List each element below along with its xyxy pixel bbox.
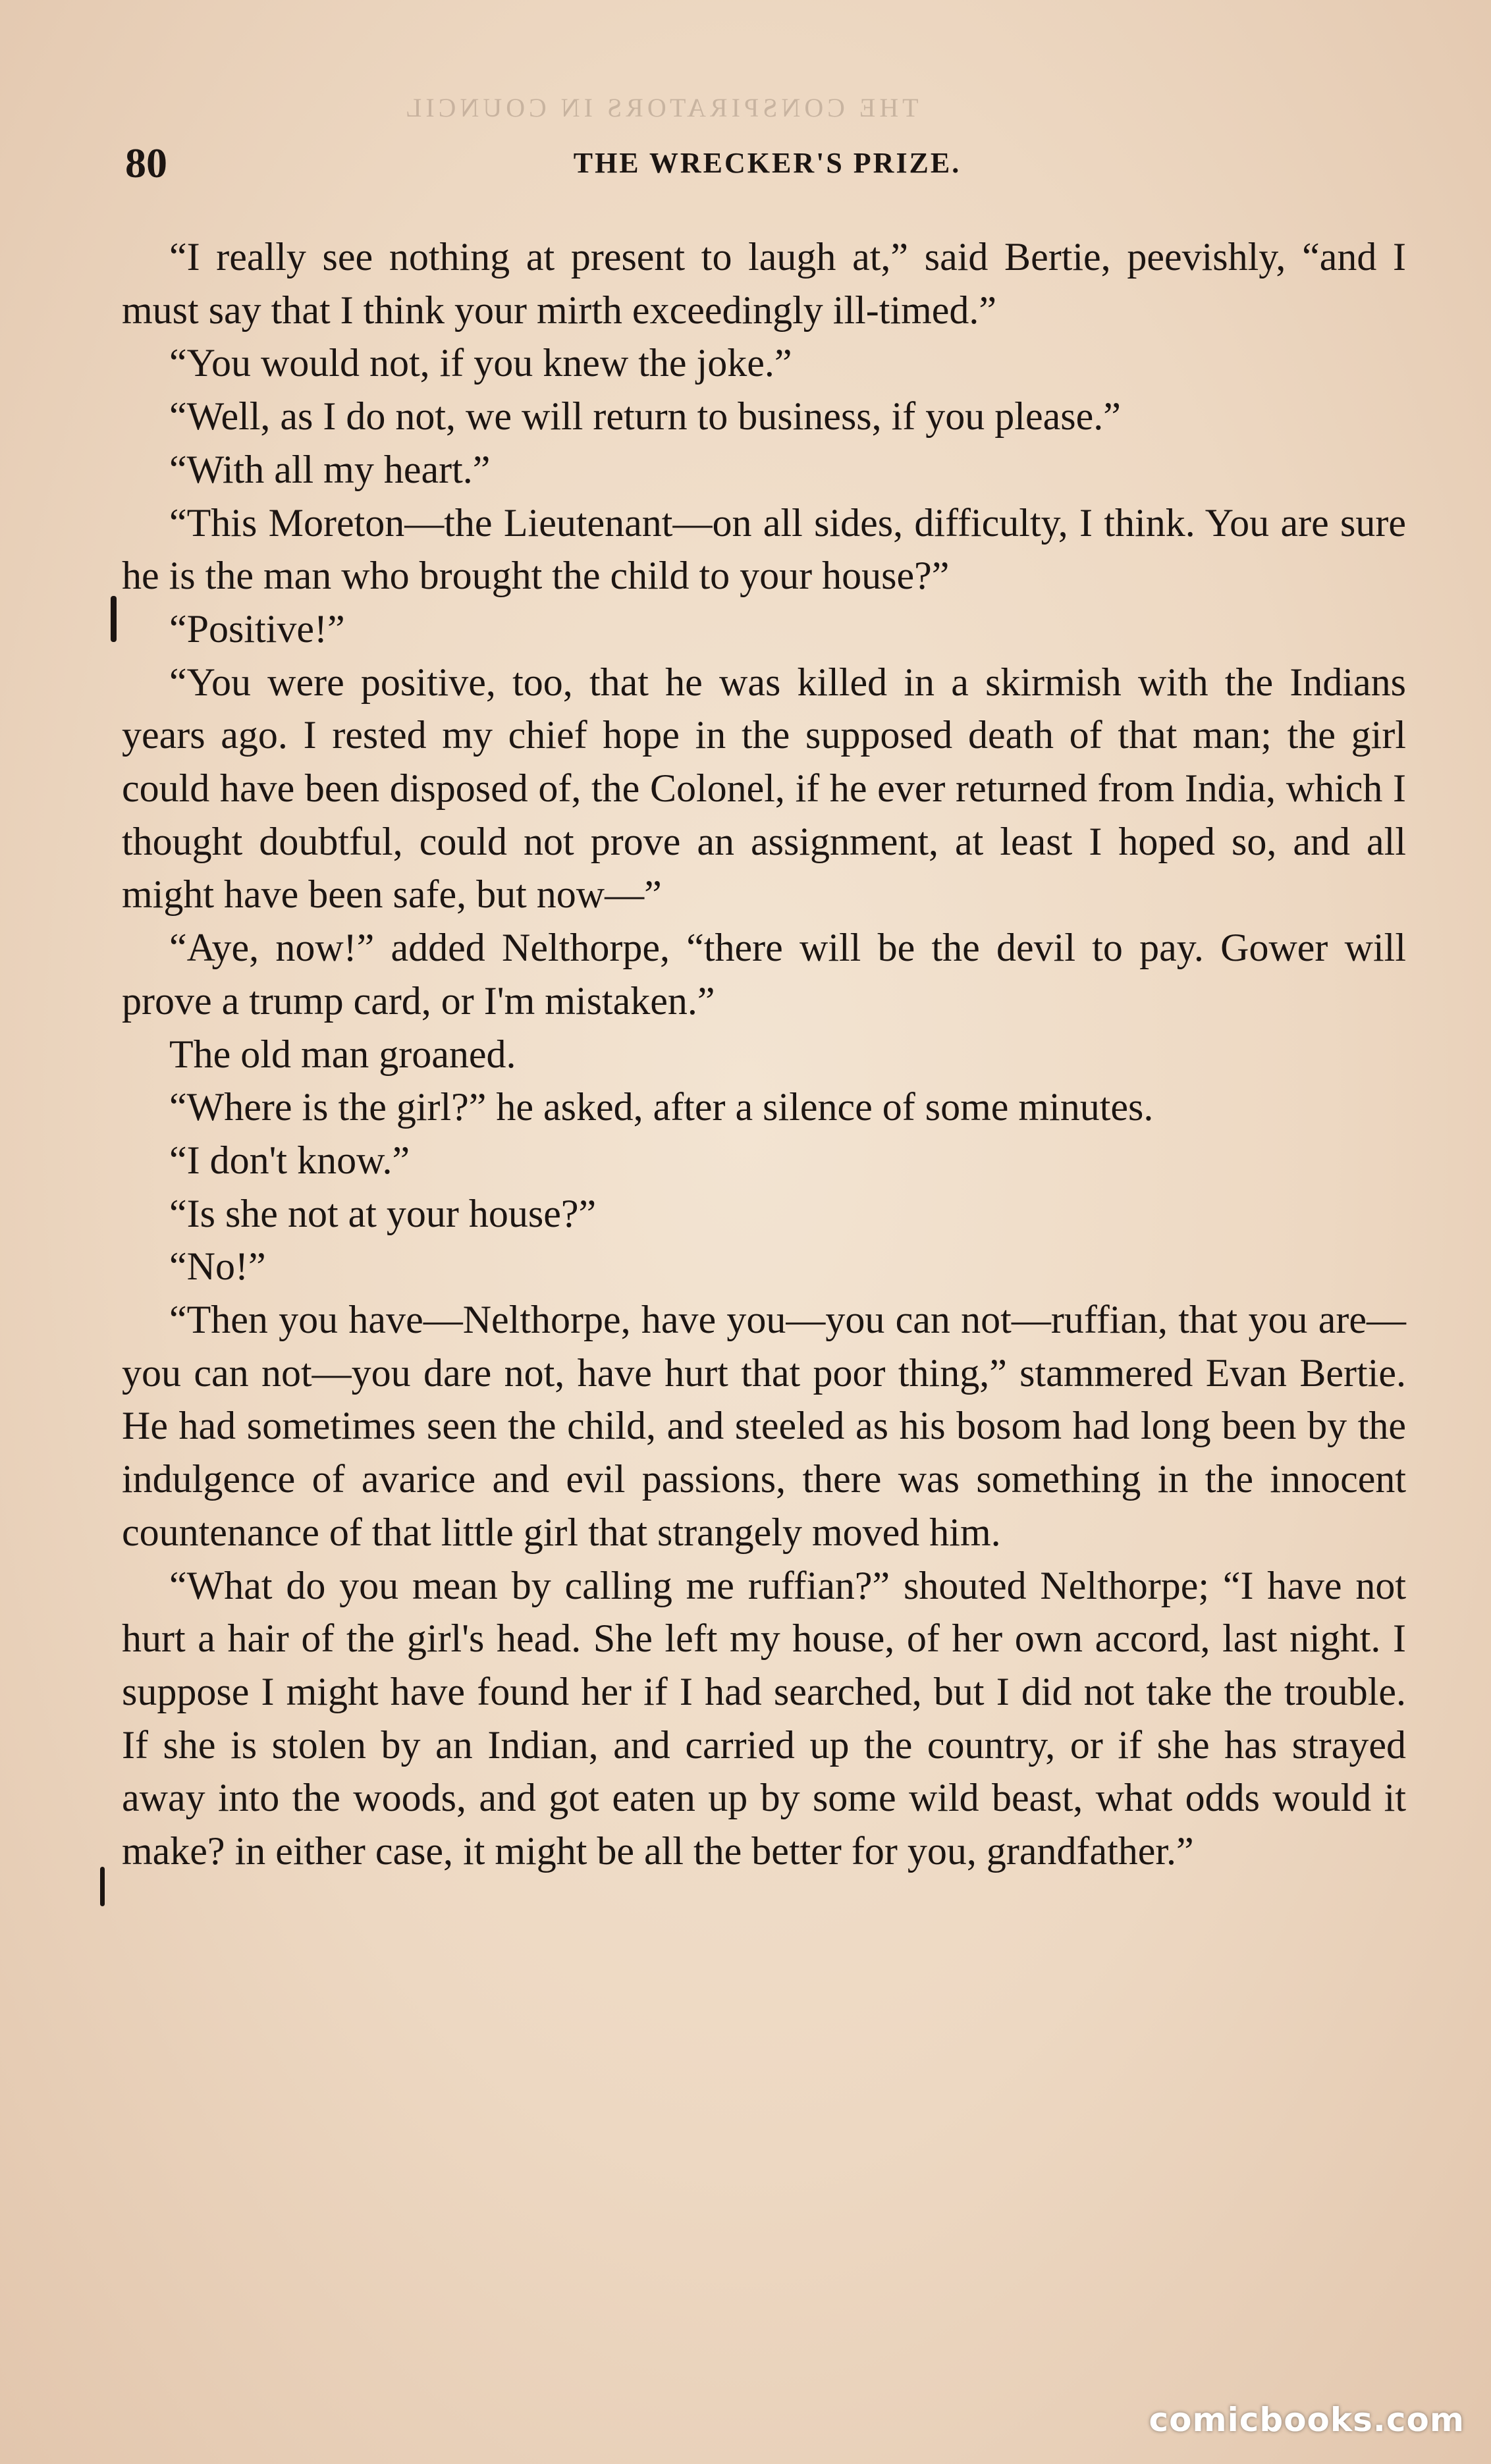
paragraph: “Well, as I do not, we will return to business, if you please.” xyxy=(169,394,1121,439)
body-text xyxy=(122,230,1406,1878)
paragraph: “Aye, now!” added Nelthorpe, “there will be the devil to pay. Gower will prove a trump card, or I'm mistaken.” xyxy=(122,926,1406,1023)
paragraph: “I don't know.” xyxy=(169,1138,410,1182)
paragraph: “You would not, if you knew the joke.” xyxy=(169,341,792,385)
paragraph: The old man groaned. xyxy=(169,1032,516,1076)
page-number: 80 xyxy=(125,140,167,186)
paragraph: “What do you mean by calling me ruffian?” shouted Nelthorpe; “I have not hurt a hair of the girl's head. She left my house, of her own accord, last night. I suppose I might have found her if I had searched, but I did not take the trouble. If she is stolen by an Indian, and carried up the country, or if she has strayed away into the woods, and got eaten up by some wild beast, what odds would it make? in either case, it might be all the better for you, grandfather.” xyxy=(122,1563,1406,1873)
paragraph: “This Moreton—the Lieutenant—on all sides, difficulty, I think. You are sure he is the man who brought the child to your house?” xyxy=(122,500,1406,598)
margin-pencil-mark xyxy=(100,1867,105,1906)
paragraph: “Positive!” xyxy=(169,606,345,651)
watermark: comicbooks.com xyxy=(1149,2401,1465,2439)
paragraph: “With all my heart.” xyxy=(169,447,491,491)
bleed-through-text: THE CONSPIRATORS IN COUNCIL xyxy=(402,93,919,122)
paragraph: “Where is the girl?” he asked, after a silence of some minutes. xyxy=(169,1085,1154,1129)
paragraph: “You were positive, too, that he was killed in a skirmish with the Indians years ago. I rested my chief hope in the supposed death of that man; the girl could have been disposed of, the Colonel, if he ever returned from India, which I thought doubtful, could not prove an assignment, at least I hoped so, and all might have been safe, but now—” xyxy=(122,660,1406,917)
paragraph: “Is she not at your house?” xyxy=(169,1191,597,1235)
paragraph: “No!” xyxy=(169,1245,266,1289)
page-header xyxy=(125,137,1409,190)
margin-pencil-mark xyxy=(111,596,117,642)
running-head: THE WRECKER'S PRIZE. xyxy=(573,147,962,179)
paragraph: “Then you have—Nelthorpe, have you—you can not—ruffian, that you are—you can not—you dare not, have hurt that poor thing,” stammered Evan Bertie. He had sometimes seen the child, and steeled as his bosom had long been by the indulgence of avarice and evil passions, there was something in the innocent countenance of that little girl that strangely moved him. xyxy=(122,1298,1406,1554)
paragraph: “I really see nothing at present to laugh at,” said Bertie, peevishly, “and I must say that I think your mirth exceedingly ill-timed.” xyxy=(122,235,1406,332)
